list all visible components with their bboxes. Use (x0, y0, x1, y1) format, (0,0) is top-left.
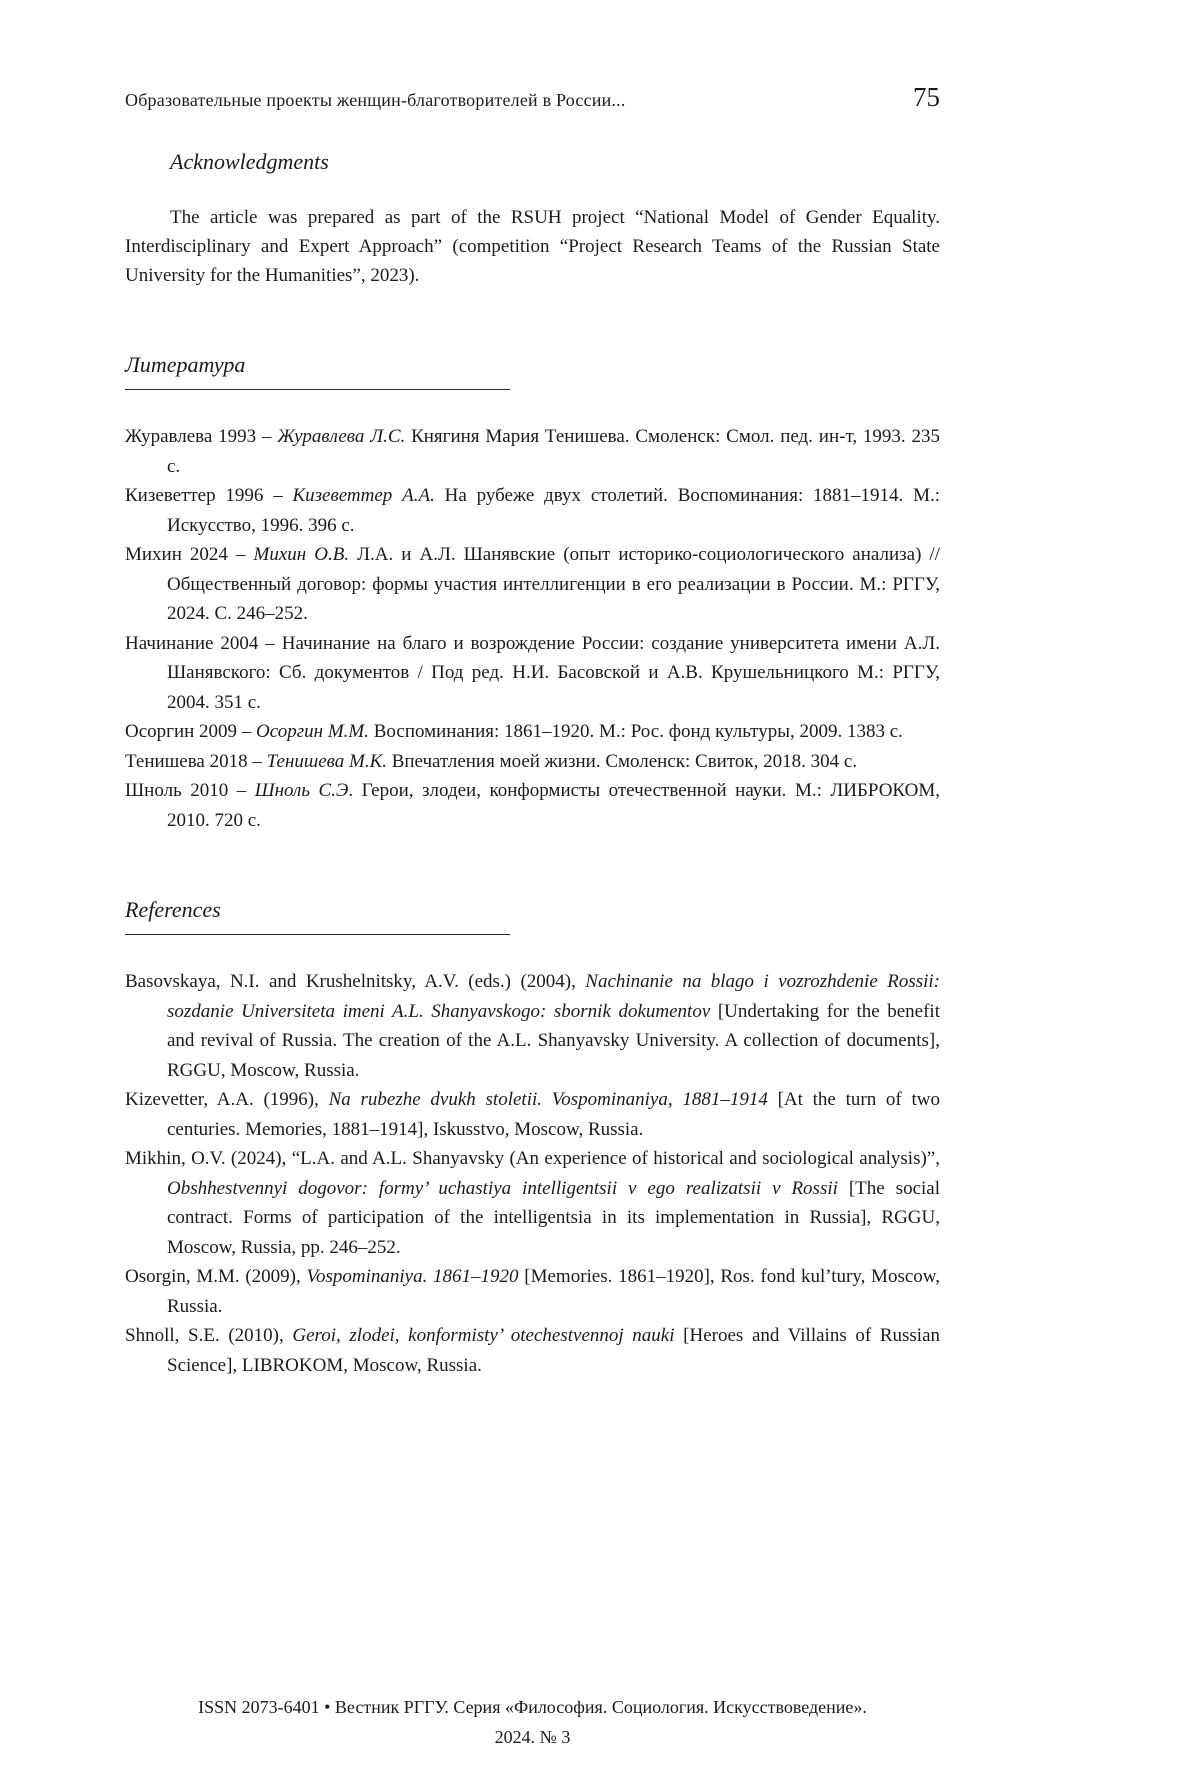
page-number: 75 (913, 82, 940, 112)
reference-entry (125, 747, 940, 777)
reference-text-segment: Впечатления моей жизни. Смоленск: Свиток, 2018. 304 с. (386, 750, 858, 772)
literatura-list (125, 422, 940, 835)
reference-entry (125, 629, 940, 718)
reference-text-segment: [At the turn of two centuries. Memories, 1881–1914], Iskusstvo, Moscow, Russia. (167, 1089, 940, 1140)
acknowledgments-paragraph: The article was prepared as part of the RSUH project “National Model of Gender Equality. Interdisciplinary and Expert Approach” (competition “Project Research Teams of the Russian State University for the Humanities”, 2023). (125, 207, 940, 286)
reference-entry (125, 422, 940, 481)
reference-text-segment: Nachinanie na blago i vozrozhdenie Rossii: sozdanie Universiteta imeni A.L. Shanyavskogo: sbornik dokumentov (167, 971, 940, 1022)
reference-text-segment: Журавлева Л.С. (277, 426, 406, 447)
reference-text-segment: Осоргин М.М. (256, 721, 369, 742)
reference-text-segment: Кизеветтер 1996 – (125, 485, 293, 506)
reference-text-segment: [Undertaking for the benefit and revival of Russia. The creation of the A.L. Shanyavsky University. A collection of documents], RGGU, Moscow, Russia. (167, 1000, 940, 1081)
reference-text-segment: Воспоминания: 1861–1920. М.: Рос. фонд культуры, 2009. 1383 с. (368, 721, 903, 742)
reference-text-segment: Журавлева 1993 – (125, 426, 278, 447)
literatura-heading-rule (125, 352, 510, 390)
references-heading-rule (125, 897, 510, 935)
reference-entry (125, 481, 940, 540)
reference-text-segment: Михин О.В. (253, 544, 350, 565)
reference-text-segment: Mikhin, O.V. (2024), “L.A. and A.L. Shanyavsky (An experience of historical and sociological analysis)”, (125, 1148, 940, 1169)
reference-text-segment: . Герои, злодеи, конформисты отечественной науки. М.: ЛИБРОКОМ, 2010. 720 с. (167, 780, 940, 831)
page-header (125, 82, 940, 113)
reference-text-segment: Basovskaya, N.I. and Krushelnitsky, A.V. (eds.) (2004), (125, 971, 586, 992)
reference-text-segment: Тенишева М.К. (266, 750, 387, 772)
reference-text-segment: [Heroes and Villains of Russian Science], LIBROKOM, Moscow, Russia. (167, 1325, 941, 1376)
reference-text-segment: Obshhestvennyi dogovor: formy’ uchastiya intelligentsii v ego realizatsii v Rossii (167, 1177, 838, 1199)
reference-text-segment: Кизеветтер А.А. (292, 485, 435, 506)
reference-text-segment: Шноль С.Э (254, 780, 349, 801)
running-title: Образовательные проекты женщин-благотворителей в России... (125, 90, 626, 110)
reference-text-segment: Geroi, zlodei, konformisty’ otechestvennoj nauki (292, 1325, 675, 1346)
reference-text-segment: Осоргин 2009 – (125, 721, 257, 742)
reference-entry (125, 776, 940, 835)
reference-text-segment: Княгиня Мария Тенишева. Смоленск: Смол. пед. ин-т, 1993. 235 с. (167, 426, 940, 477)
references-list (125, 967, 940, 1380)
reference-entry (125, 540, 940, 629)
footer-issn-line: ISSN 2073-6401 • Вестник РГГУ. Серия «Философия. Социология. Искусствоведение». (198, 1697, 867, 1717)
reference-entry (125, 1085, 940, 1144)
reference-text-segment: [The social contract. Forms of participation of the intelligentsia in its implementation in Russia], RGGU, Moscow, Russia, pp. 246–252. (167, 1177, 940, 1258)
reference-text-segment: Vospominaniya. 1861–1920 (306, 1266, 519, 1287)
reference-text-segment: Шноль 2010 – (125, 780, 255, 801)
reference-text-segment: Na rubezhe dvukh stoletii. Vospominaniya, 1881–1914 (328, 1089, 768, 1110)
acknowledgments-heading: Acknowledgments (170, 149, 329, 174)
reference-entry (125, 1144, 940, 1262)
reference-entry (125, 967, 940, 1085)
reference-text-segment: [Memories. 1861–1920], Ros. fond kul’tury, Moscow, Russia. (167, 1266, 941, 1317)
reference-text-segment: Kizevetter, A.A. (1996), (125, 1089, 329, 1110)
reference-entry (125, 1321, 940, 1380)
reference-entry (125, 1262, 940, 1321)
reference-text-segment: На рубеже двух столетий. Воспоминания: 1881–1914. М.: Искусство, 1996. 396 с. (167, 485, 941, 536)
footer-issue-line: 2024. № 3 (494, 1727, 571, 1747)
reference-text-segment: Л.А. и А.Л. Шанявские (опыт историко-социологического анализа) // Общественный договор: формы участия интеллигенции в его реализации в России. М.: РГГУ, 2024. С. 246–252. (167, 544, 940, 624)
reference-text-segment: Начинание 2004 – Начинание на благо и возрождение России: создание университета имени А.Л. Шанявского: Сб. документов / Под ред. Н.И. Басовской и А.В. Крушельницкого М.: РГГУ, 2004. 351 с. (125, 632, 940, 713)
references-heading: References (125, 897, 221, 922)
reference-text-segment: Михин 2024 – (125, 544, 254, 565)
reference-text-segment: Osorgin, M.M. (2009), (125, 1266, 307, 1287)
literatura-heading: Литература (125, 352, 246, 377)
reference-text-segment: Тенишева 2018 – (125, 750, 267, 772)
reference-text-segment: Shnoll, S.E. (2010), (125, 1325, 293, 1346)
reference-entry (125, 717, 940, 747)
page-footer (125, 1692, 940, 1752)
